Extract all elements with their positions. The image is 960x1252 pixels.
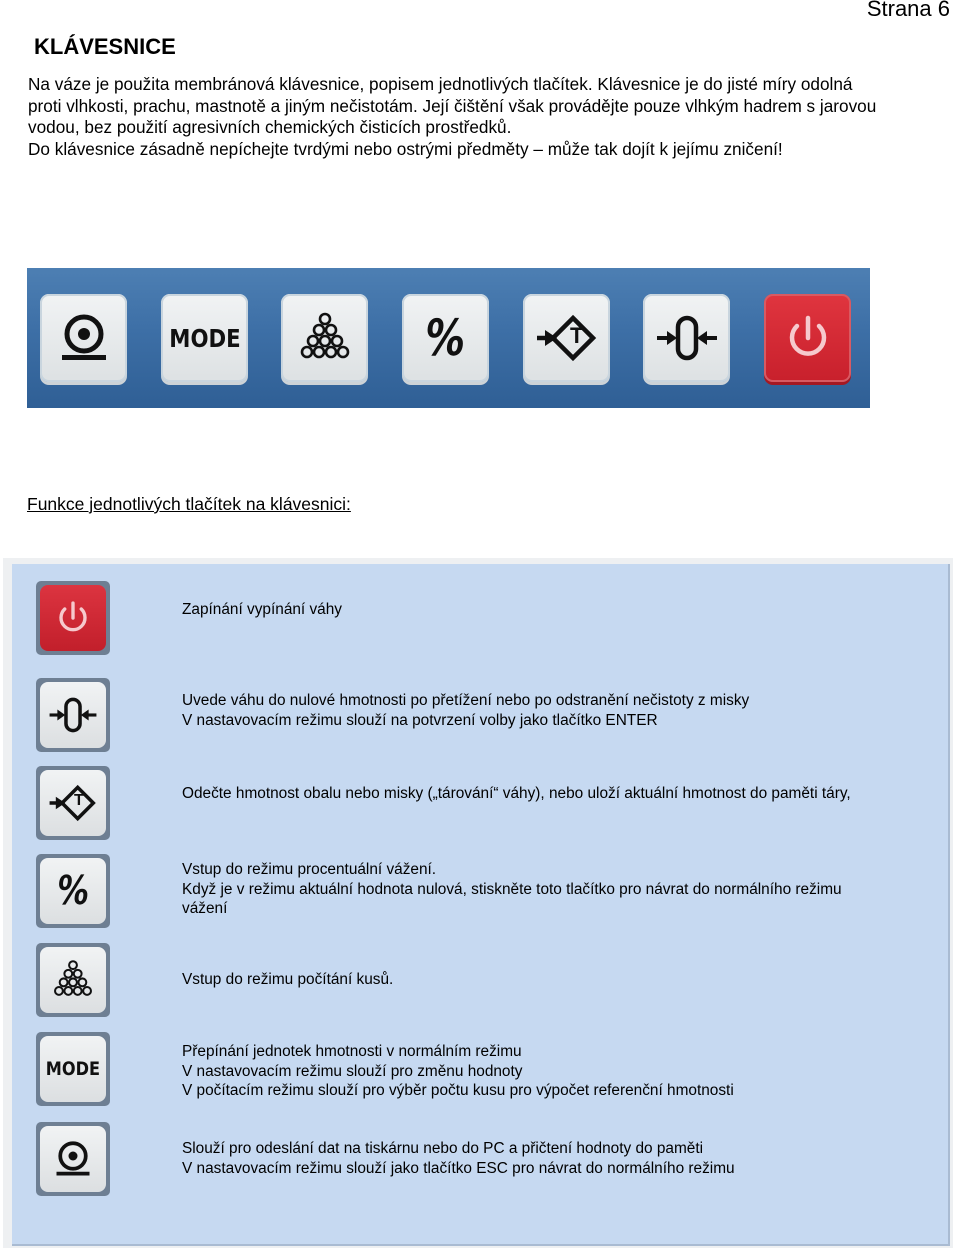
function-line: Přepínání jednotek hmotnosti v normálním režimu [182,1043,522,1060]
intro-line: vodou, bez použití agresivních chemických čisticích prostředků. [28,117,512,137]
power-icon [776,306,840,370]
mode-key [161,294,248,382]
power-key [764,294,851,382]
function-line: Slouží pro odeslání dat na tiskárnu nebo do PC a přičtení hodnoty do paměti [182,1140,704,1157]
intro-line: Do klávesnice zásadně nepíchejte tvrdými nebo ostrými předměty – může tak dojít k jejímu zničení! [28,138,783,159]
function-row-text [182,1042,942,1101]
zero-icon [655,306,719,370]
function-line: Když je v režimu aktuální hodnota nulová, stiskněte toto tlačítko pro návrat do normálního režimu [182,880,842,898]
tare-icon [48,778,98,828]
print-icon [52,306,116,370]
zero-icon [48,690,98,740]
function-row-text [182,600,942,620]
intro-line: proti vlhkosti, prachu, mastnotě a jiným nečistotám. Její čištění však provádějte pouze vlhkým hadrem s jarovou [28,95,877,116]
function-row-text [182,1139,942,1178]
mode-key-label: MODE [168,323,241,353]
function-row-icon [36,766,110,840]
function-row-icon [36,854,110,928]
function-line: V nastavovacím režimu slouží jako tlačítko ESC pro návrat do normálního režimu [182,1159,735,1177]
function-line: Vstup do režimu počítání kusů. [182,971,394,988]
tare-icon [535,306,599,370]
function-row-icon [36,581,110,655]
count-key [281,294,368,382]
intro-line: Na váze je použita membránová klávesnice, popisem jednotlivých tlačítek. Klávesnice je do jisté míry odolná [28,74,853,94]
function-line: V nastavovacím režimu slouží na potvrzení volby jako tlačítko ENTER [182,711,658,729]
percent-key [402,294,489,382]
print-icon [49,1135,97,1183]
tare-icon-label: T [74,792,84,809]
function-row-icon [36,1032,110,1106]
function-row-text [182,691,942,730]
tare-key-label: T [570,323,584,348]
section-title: KLÁVESNICE [34,34,176,59]
function-line: Uvede váhu do nulové hmotnosti po přetížení nebo po odstranění nečistoty z misky [182,692,750,709]
function-row-text [182,970,942,990]
percent-icon: % [53,868,93,914]
function-row-icon [36,943,110,1017]
count-icon [293,308,357,368]
function-row-icon [36,678,110,752]
function-line: Zapínání vypínání váhy [182,601,342,618]
function-line: V počítacím režimu slouží pro výběr počtu kusu pro výpočet referenční hmotnosti [182,1082,734,1100]
mode-icon: MODE [45,1058,101,1080]
function-row-text [182,784,942,804]
page-number: Strana 6 [866,0,950,21]
keypad-panel [27,268,870,408]
function-row-text [182,860,942,919]
function-line: V nastavovacím režimu slouží pro změnu hodnoty [182,1062,523,1080]
functions-table [12,564,950,1246]
functions-heading: Funkce jednotlivých tlačítek na klávesnici: [27,494,351,514]
count-icon [48,956,98,1004]
tare-key [523,294,610,382]
print-key [40,294,127,382]
percent-key-label: % [421,309,470,367]
zero-key [643,294,730,382]
function-row-icon [36,1122,110,1196]
intro-text [28,74,948,160]
function-line: vážení [182,900,228,918]
power-icon [49,594,97,642]
function-line: Vstup do režimu procentuální vážení. [182,861,437,878]
functions-panel [3,558,953,1248]
function-line: Odečte hmotnost obalu nebo misky („tárování“ váhy), nebo uloží aktuální hmotnost do paměti táry, [182,785,851,802]
